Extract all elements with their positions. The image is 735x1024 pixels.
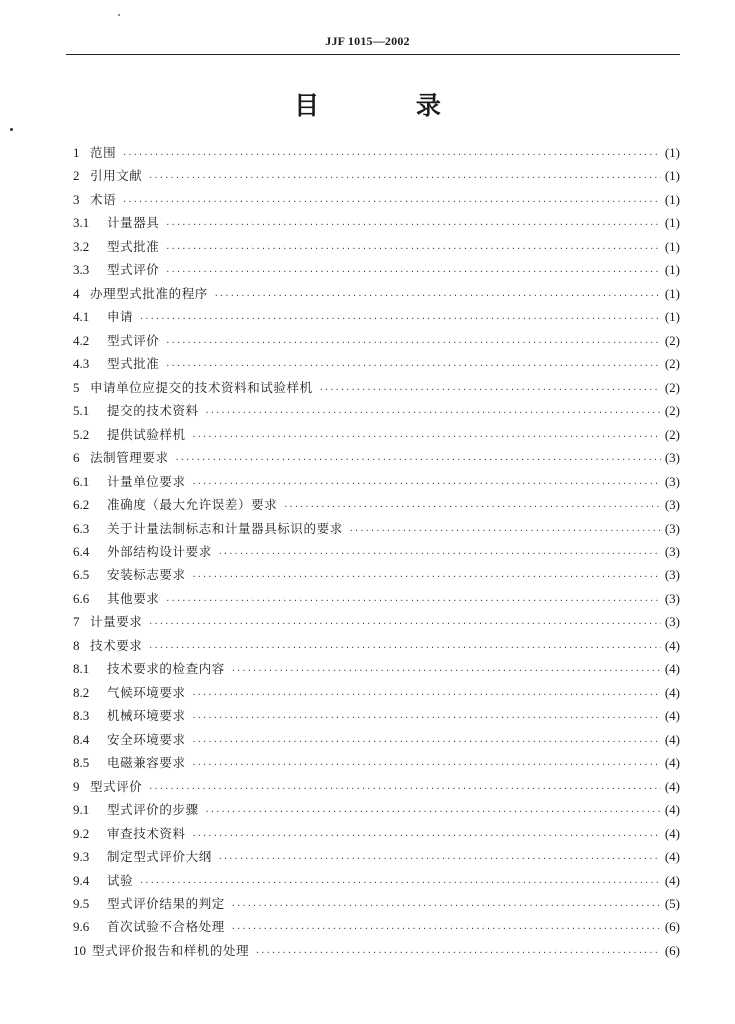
- toc-entry[interactable]: [73, 634, 680, 657]
- toc-dot-leader: [165, 260, 660, 283]
- toc-entry-number: 2: [73, 168, 80, 184]
- toc-entry[interactable]: [73, 775, 680, 798]
- toc-entry-title: 申请单位应提交的技术资料和试验样机: [90, 379, 313, 395]
- toc-entry-number: 9.1: [73, 802, 90, 818]
- toc-dot-leader: [148, 777, 660, 800]
- toc-entry-number: 4.3: [73, 356, 90, 372]
- toc-dot-leader: [205, 800, 661, 823]
- toc-entry-number: 9.3: [73, 849, 90, 865]
- toc-dot-leader: [139, 871, 661, 894]
- toc-entry-page: (4): [664, 849, 680, 865]
- toc-entry-page: (4): [664, 802, 680, 818]
- toc-entry-page: (3): [664, 567, 680, 583]
- toc-entry-page: (2): [664, 332, 680, 348]
- scan-speck: [118, 14, 120, 16]
- toc-entry-number: 6.2: [73, 497, 90, 513]
- toc-entry-page: (1): [664, 191, 680, 207]
- toc-entry[interactable]: [73, 563, 680, 586]
- toc-entry-number: 10: [73, 942, 86, 958]
- toc-entry-page: (4): [664, 755, 680, 771]
- toc-entry-title: 首次试验不合格处理: [107, 919, 225, 935]
- toc-entry-page: (1): [664, 215, 680, 231]
- toc-dot-leader: [192, 425, 661, 448]
- toc-entry[interactable]: [73, 376, 680, 399]
- toc-entry-page: (2): [664, 379, 680, 395]
- toc-entry-title: 型式评价报告和样机的处理: [92, 942, 250, 958]
- toc-entry-title: 关于计量法制标志和计量器具标识的要求: [107, 520, 343, 536]
- toc-dot-leader: [214, 284, 661, 307]
- toc-entry-number: 6.4: [73, 543, 90, 559]
- toc-entry-title: 型式评价: [107, 332, 160, 348]
- toc-entry-title: 提供试验样机: [107, 426, 186, 442]
- toc-entry-number: 5: [73, 379, 80, 395]
- toc-entry-title: 计量器具: [107, 215, 160, 231]
- toc-entry-page: (2): [664, 403, 680, 419]
- toc-entry-page: (5): [664, 896, 680, 911]
- toc-entry[interactable]: [73, 423, 680, 446]
- toc-entry-title: 范围: [90, 145, 117, 160]
- toc-dot-leader: [165, 354, 660, 377]
- toc-entry[interactable]: [73, 141, 680, 164]
- toc-entry-page: (3): [664, 590, 680, 606]
- toc-entry[interactable]: [73, 610, 680, 633]
- toc-entry-number: 1: [73, 145, 80, 160]
- toc-entry[interactable]: [73, 352, 680, 375]
- toc-entry-title: 引用文献: [90, 168, 143, 184]
- toc-entry-number: 6.6: [73, 590, 90, 606]
- toc-entry-page: (3): [664, 497, 680, 513]
- toc-entry-number: 3.3: [73, 262, 90, 278]
- toc-entry[interactable]: [73, 869, 680, 892]
- toc-entry-page: (3): [664, 614, 680, 630]
- toc-dot-leader: [165, 331, 660, 354]
- toc-entry-title: 试验: [107, 872, 134, 888]
- toc-entry[interactable]: [73, 399, 680, 422]
- toc-entry-number: 4.1: [73, 309, 90, 325]
- toc-entry-title: 型式批准: [107, 238, 160, 254]
- toc-entry[interactable]: [73, 751, 680, 774]
- toc-entry-title: 外部结构设计要求: [107, 543, 212, 559]
- toc-entry-number: 4: [73, 285, 80, 301]
- toc-entry-page: (3): [664, 520, 680, 536]
- toc-dot-leader: [283, 495, 661, 518]
- toc-dot-leader: [192, 706, 661, 729]
- toc-dot-leader: [175, 448, 661, 471]
- toc-entry-title: 法制管理要求: [90, 450, 169, 466]
- toc-entry-title: 型式评价: [107, 262, 160, 278]
- toc-entry-title: 电磁兼容要求: [107, 755, 186, 771]
- toc-entry-title: 计量单位要求: [107, 473, 186, 489]
- toc-entry-page: (4): [664, 684, 680, 700]
- toc-entry-title: 安装标志要求: [107, 567, 186, 583]
- toc-dot-leader: [192, 683, 661, 706]
- toc-entry-page: (1): [664, 262, 680, 278]
- toc-entry[interactable]: [73, 470, 680, 493]
- toc-entry-page: (4): [664, 637, 680, 653]
- toc-entry[interactable]: [73, 822, 680, 845]
- toc-entry[interactable]: [73, 939, 680, 962]
- toc-entry-title: 办理型式批准的程序: [90, 285, 208, 301]
- toc-entry-number: 5.1: [73, 403, 90, 419]
- toc-dot-leader: [165, 237, 660, 260]
- toc-entry-number: 8.2: [73, 684, 90, 700]
- toc-dot-leader: [148, 636, 660, 659]
- toc-entry-number: 9.5: [73, 896, 90, 911]
- toc-entry-page: (4): [664, 825, 680, 841]
- toc-entry-number: 7: [73, 614, 80, 630]
- toc-entry-title: 准确度（最大允许误差）要求: [107, 497, 278, 513]
- toc-entry-page: (1): [664, 285, 680, 301]
- toc-entry-number: 8.4: [73, 731, 90, 747]
- toc-entry[interactable]: [73, 446, 680, 469]
- toc-dot-leader: [218, 542, 661, 565]
- toc-entry[interactable]: [73, 704, 680, 727]
- toc-entry-number: 9.4: [73, 872, 90, 888]
- toc-entry-number: 6: [73, 450, 80, 466]
- toc-dot-leader: [192, 472, 661, 495]
- toc-entry[interactable]: [73, 282, 680, 305]
- toc-entry-page: (1): [664, 168, 680, 184]
- toc-dot-leader: [192, 753, 661, 776]
- toc-entry[interactable]: [73, 517, 680, 540]
- toc-entry[interactable]: [73, 892, 680, 915]
- toc-entry-title: 气候环境要求: [107, 684, 186, 700]
- toc-entry[interactable]: [73, 915, 680, 938]
- toc-dot-leader: [231, 894, 661, 917]
- toc-dot-leader: [231, 659, 661, 682]
- toc-dot-leader: [218, 847, 661, 870]
- toc-entry-number: 6.5: [73, 567, 90, 583]
- toc-entry-page: (3): [664, 543, 680, 559]
- toc-entry-page: (4): [664, 708, 680, 724]
- toc-entry[interactable]: [73, 188, 680, 211]
- toc-dot-leader: [255, 941, 661, 964]
- toc-entry-number: 6.3: [73, 520, 90, 536]
- toc-entry-title: 提交的技术资料: [107, 403, 199, 419]
- toc-entry-number: 9.6: [73, 919, 90, 935]
- page-title: 目 录: [294, 91, 485, 120]
- toc-dot-leader: [165, 589, 660, 612]
- toc-entry-number: 6.1: [73, 473, 90, 489]
- toc-entry[interactable]: [73, 657, 680, 680]
- toc-dot-leader: [122, 143, 661, 166]
- toc-entry-title: 机械环境要求: [107, 708, 186, 724]
- toc-entry-number: 8.1: [73, 661, 90, 677]
- toc-dot-leader: [319, 378, 661, 401]
- toc-entry-page: (4): [664, 661, 680, 677]
- toc-dot-leader: [122, 190, 661, 213]
- page-header-code: JJF 1015—2002: [325, 34, 410, 48]
- toc-entry[interactable]: [73, 305, 680, 328]
- toc-entry[interactable]: [73, 211, 680, 234]
- toc-dot-leader: [349, 519, 661, 542]
- toc-dot-leader: [192, 565, 661, 588]
- toc-entry-title: 型式批准: [107, 356, 160, 372]
- toc-entry[interactable]: [73, 540, 680, 563]
- toc-entry-title: 术语: [90, 191, 117, 207]
- header-rule: [66, 54, 680, 55]
- toc-entry-number: 4.2: [73, 332, 90, 348]
- toc-entry-page: (3): [664, 473, 680, 489]
- toc-entry[interactable]: [73, 329, 680, 352]
- margin-dot: [10, 128, 13, 131]
- toc-entry-page: (4): [664, 778, 680, 794]
- toc-entry-page: (1): [664, 238, 680, 254]
- toc-entry-page: (1): [664, 145, 680, 160]
- toc-entry[interactable]: [73, 258, 680, 281]
- toc-entry-title: 计量要求: [90, 614, 143, 630]
- toc-dot-leader: [148, 166, 660, 189]
- toc-entry-number: 9.2: [73, 825, 90, 841]
- toc-entry-page: (2): [664, 426, 680, 442]
- toc-entry[interactable]: [73, 798, 680, 821]
- toc-entry-title: 技术要求: [90, 637, 143, 653]
- toc-entry-page: (1): [664, 309, 680, 325]
- toc-entry-number: 3: [73, 191, 80, 207]
- toc-entry-page: (2): [664, 356, 680, 372]
- toc-entry-number: 8.3: [73, 708, 90, 724]
- toc-dot-leader: [165, 213, 660, 236]
- toc-entry[interactable]: [73, 681, 680, 704]
- toc-entry-number: 9: [73, 778, 80, 794]
- toc-entry-page: (4): [664, 731, 680, 747]
- toc-entry-number: 3.2: [73, 238, 90, 254]
- toc-dot-leader: [231, 917, 661, 940]
- toc-entry-page: (4): [664, 872, 680, 888]
- toc-entry-title: 技术要求的检查内容: [107, 661, 225, 677]
- toc-entry-title: 型式评价的步骤: [107, 802, 199, 818]
- toc-entry[interactable]: [73, 493, 680, 516]
- toc-dot-leader: [148, 612, 660, 635]
- toc-dot-leader: [139, 307, 661, 330]
- toc-entry[interactable]: [73, 235, 680, 258]
- toc-entry-title: 制定型式评价大纲: [107, 849, 212, 865]
- toc-entry-title: 其他要求: [107, 590, 160, 606]
- toc-entry[interactable]: [73, 845, 680, 868]
- toc-entry-number: 8.5: [73, 755, 90, 771]
- toc-entry-number: 5.2: [73, 426, 90, 442]
- toc-entry-page: (3): [664, 450, 680, 466]
- toc-entry-title: 审查技术资料: [107, 825, 186, 841]
- toc-entry[interactable]: [73, 587, 680, 610]
- table-of-contents: [73, 141, 680, 962]
- toc-entry[interactable]: [73, 164, 680, 187]
- toc-entry-page: (6): [664, 919, 680, 935]
- toc-entry-title: 型式评价结果的判定: [107, 896, 225, 911]
- toc-entry-title: 申请: [107, 309, 134, 325]
- toc-dot-leader: [205, 401, 661, 424]
- toc-entry-page: (6): [664, 942, 680, 958]
- toc-dot-leader: [192, 730, 661, 753]
- toc-entry-title: 型式评价: [90, 778, 143, 794]
- toc-entry[interactable]: [73, 728, 680, 751]
- toc-entry-number: 3.1: [73, 215, 90, 231]
- toc-entry-number: 8: [73, 637, 80, 653]
- toc-dot-leader: [192, 824, 661, 847]
- toc-entry-title: 安全环境要求: [107, 731, 186, 747]
